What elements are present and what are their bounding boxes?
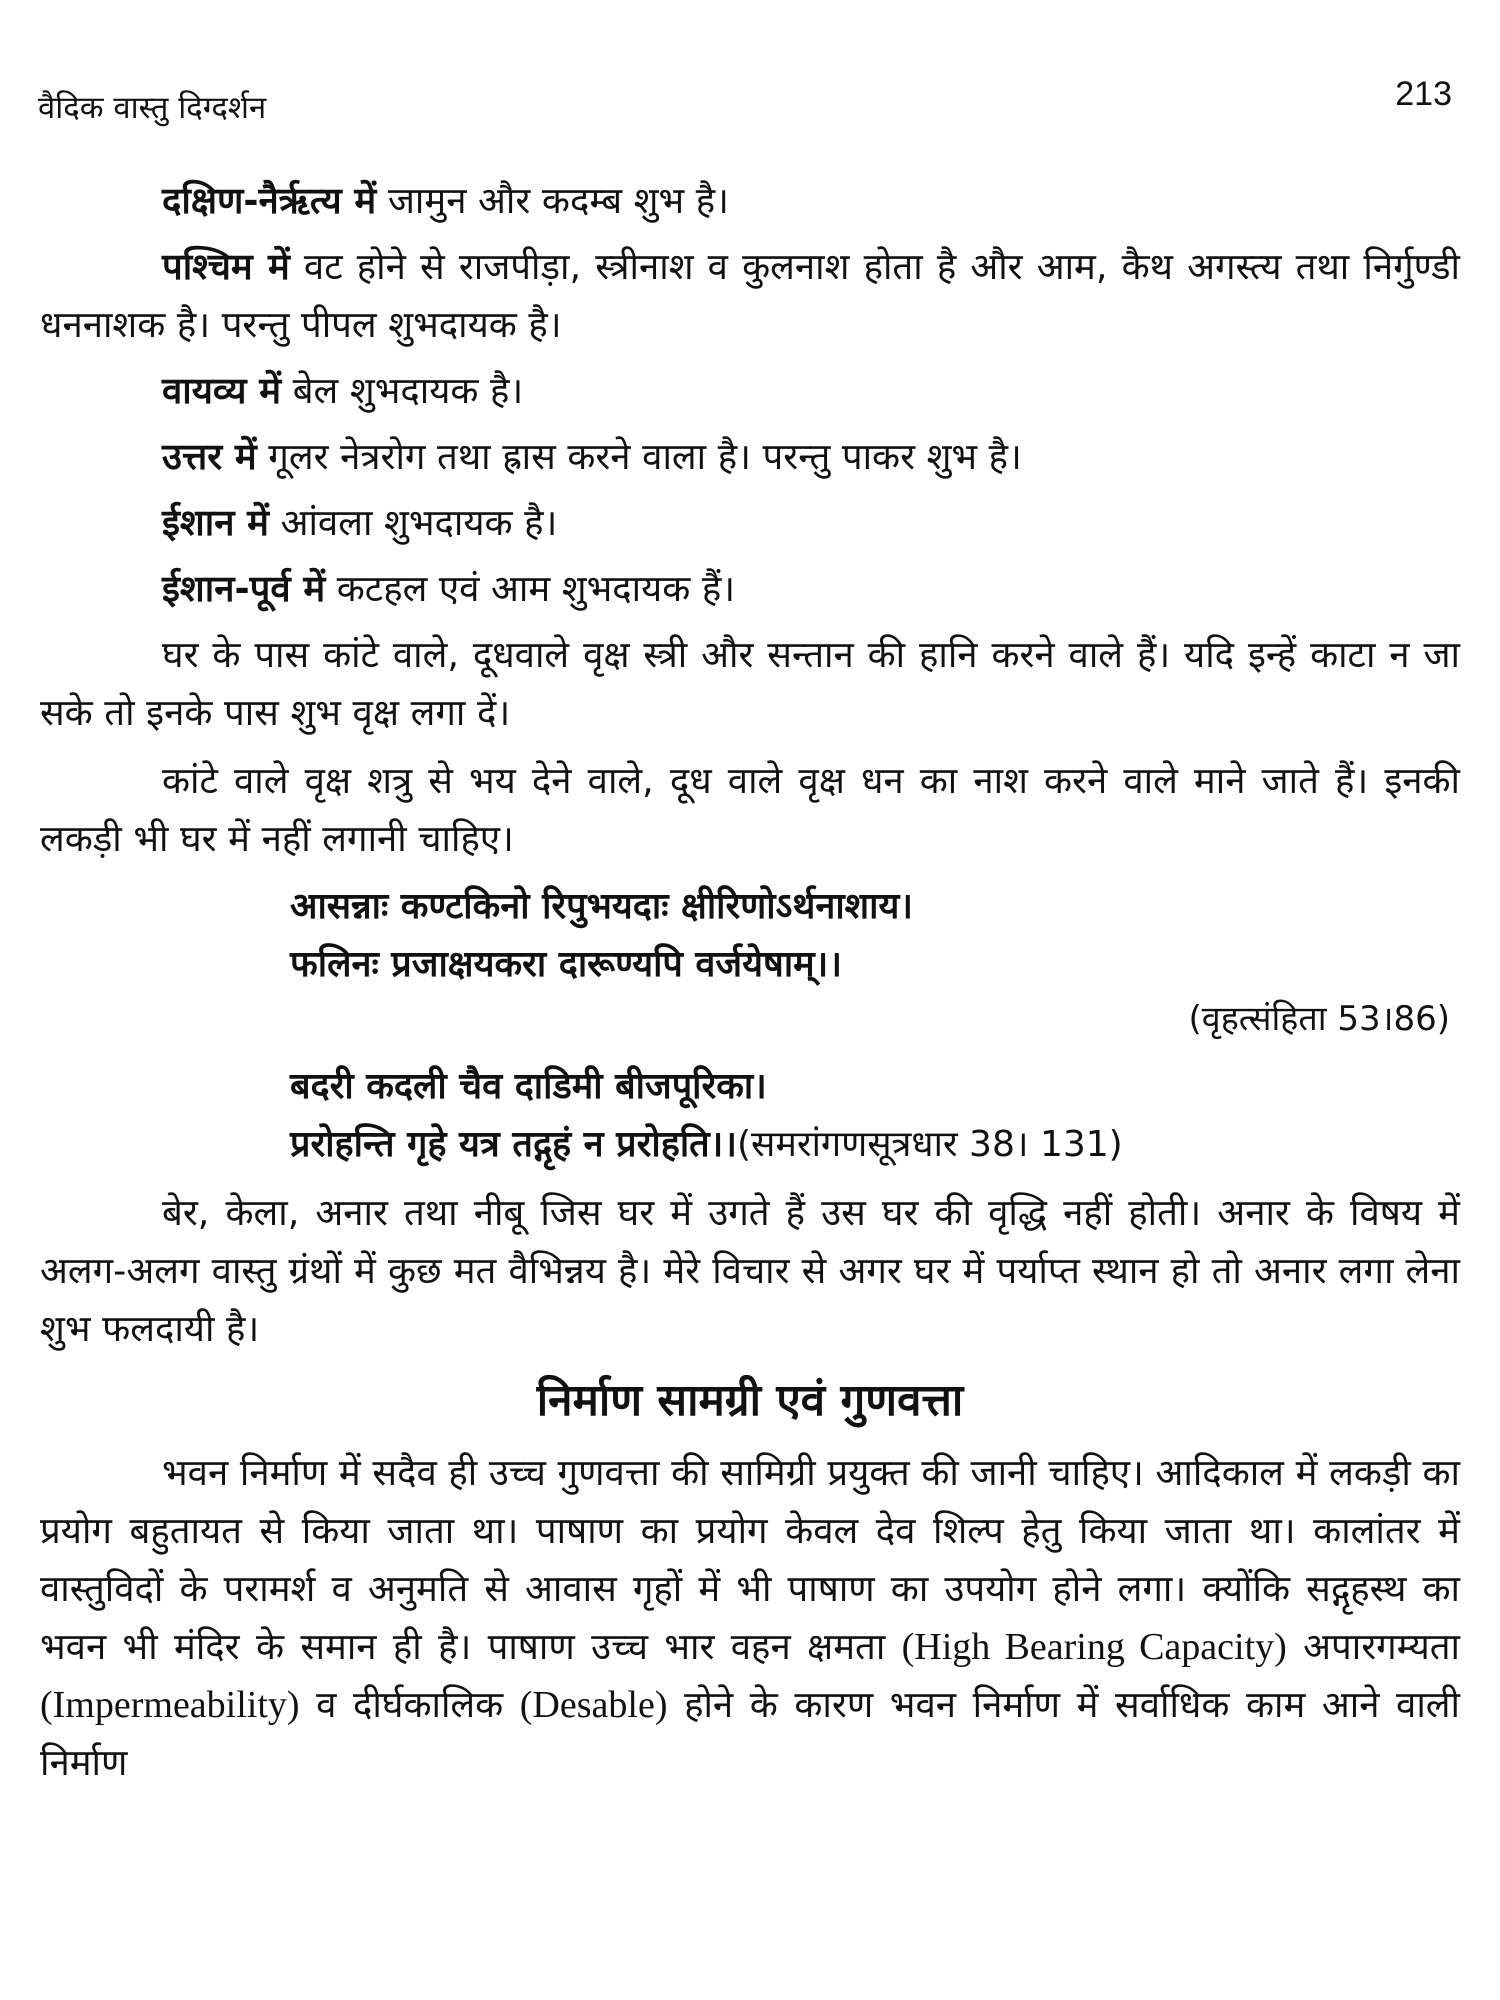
direction-text: आंवला शुभदायक है। (269, 501, 558, 544)
english-term: (Impermeability) (40, 1684, 300, 1726)
section-text: भवन निर्माण में सदैव ही उच्च गुणवत्ता की सामिग्री प्रयुक्त की जानी चाहिए। आदिकाल में लकड़ी का प्रयोग बहुतायत से किया जाता था। पाषाण का प्रयोग केवल देव शिल्प हेतु किया जाता था। कालांतर में वास्तुविदों के परामर्श व अनुमति से आवास गृहों में भी पाषाण का उपयोग होने लगा। क्योंकि सद्गृहस्थ का भवन भी मंदिर के समान ही है। पाषाण उच्च भार वहन क्षमता (40, 1451, 1460, 1668)
english-term: (High Bearing Capacity) (901, 1626, 1287, 1668)
direction-label: वायव्य में (162, 369, 282, 412)
direction-label: ईशान में (162, 501, 269, 544)
verse-line: बदरी कदली चैव दाडिमी बीजपूरिका। (290, 1066, 767, 1107)
direction-label: दक्षिण-नैर्ऋत्य में (162, 179, 377, 222)
verse-line: फलिनः प्रजाक्षयकरा दारूण्यपि वर्जयेषाम्।। (290, 944, 842, 985)
verse-citation: (वृहत्संहिता 53।86) (1188, 999, 1450, 1039)
verse-line (290, 1116, 1460, 1174)
verse-citation: (समरांगणसूत्रधार 38। 131) (736, 1124, 1123, 1165)
paragraph-thorny-milky-trees: घर के पास कांटे वाले, दूधवाले वृक्ष स्त्री और सन्तान की हानि करने वाले हैं। यदि इन्हें काटा न जा सके तो इनके पास शुभ वृक्ष लगा दें। (40, 633, 1460, 734)
verse-line: आसन्नाः कण्टकिनो रिपुभयदाः क्षीरिणोऽर्थनाशाय। (290, 886, 913, 927)
paragraph-northeast-east (40, 560, 1460, 618)
direction-text: जामुन और कदम्ब शुभ है। (376, 179, 729, 222)
verse-text: प्ररोहन्ति गृहे यत्र तद्गृहं न प्ररोहति।। (290, 1124, 737, 1165)
direction-label: पश्चिम में (162, 245, 290, 288)
paragraph-south-southwest (40, 172, 1460, 230)
section-text: अपारगम्यता (1286, 1625, 1460, 1668)
page-number: 213 (1395, 75, 1452, 113)
direction-text: कटहल एवं आम शुभदायक हैं। (325, 567, 736, 610)
section-text: होने के कारण भवन निर्माण में सर्वाधिक काम आने वाली निर्माण (40, 1683, 1460, 1784)
paragraph-wood-warning: कांटे वाले वृक्ष शत्रु से भय देने वाले, दूध वाले वृक्ष धन का नाश करने वाले माने जाते हैं। इनकी लकड़ी भी घर में नहीं लगानी चाहिए। (40, 759, 1460, 860)
direction-text: गूलर नेत्ररोग तथा ह्रास करने वाला है। परन्तु पाकर शुभ है। (256, 435, 1022, 478)
running-title: वैदिक वास्तु दिग्दर्शन (38, 90, 267, 126)
section-heading: निर्माण सामग्री एवं गुणवत्ता (536, 1375, 964, 1426)
english-term: (Desable) (519, 1684, 668, 1726)
direction-text: वट होने से राजपीड़ा, स्त्रीनाश व कुलनाश होता है और आम, कैथ अगस्त्य तथा निर्गुण्डी धननाशक है। परन्तु पीपल शुभदायक है। (40, 245, 1460, 346)
direction-label: ईशान-पूर्व में (162, 567, 326, 610)
paragraph-fruit-trees: बेर, केला, अनार तथा नीबू जिस घर में उगते हैं उस घर की वृद्धि नहीं होती। अनार के विषय में अलग-अलग वास्तु ग्रंथों में कुछ मत वैभिन्नय है। मेरे विचार से अगर घर में पर्याप्त स्थान हो तो अनार लगा लेना शुभ फलदायी है। (40, 1191, 1460, 1350)
paragraph-west (40, 238, 1460, 354)
page-content (40, 172, 1460, 1802)
paragraph-northeast (40, 494, 1460, 552)
section-text: व दीर्घकालिक (299, 1683, 520, 1726)
direction-text: बेल शुभदायक है। (281, 369, 524, 412)
paragraph-northwest (40, 362, 1460, 420)
direction-label: उत्तर में (162, 435, 257, 478)
paragraph-building-material (40, 1444, 1460, 1792)
paragraph-north (40, 428, 1460, 486)
